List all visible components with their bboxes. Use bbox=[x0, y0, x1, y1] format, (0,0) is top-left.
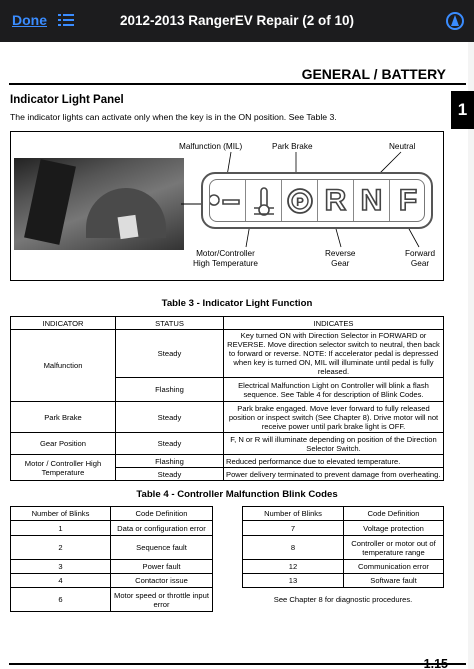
code-definition: Power fault bbox=[111, 560, 213, 574]
forward-indicator: F bbox=[398, 184, 418, 217]
table-row bbox=[11, 455, 444, 468]
table-row bbox=[11, 433, 444, 455]
code-definition: Voltage protection bbox=[344, 521, 444, 536]
blink-count: 6 bbox=[11, 588, 111, 612]
code-definition: Contactor issue bbox=[111, 574, 213, 588]
blink-count: 7 bbox=[243, 521, 344, 536]
indicator-panel-figure bbox=[10, 131, 444, 281]
label-neutral: Neutral bbox=[389, 142, 416, 151]
table-row bbox=[243, 536, 444, 560]
done-button[interactable]: Done bbox=[12, 12, 47, 28]
diagnostic-footnote: See Chapter 8 for diagnostic procedures. bbox=[273, 595, 413, 605]
status-cell: Steady bbox=[116, 402, 224, 433]
neutral-indicator: N bbox=[354, 180, 390, 221]
table-header-row bbox=[243, 507, 444, 521]
code-definition: Software fault bbox=[344, 574, 444, 588]
label-forward: Forward Gear bbox=[405, 249, 436, 268]
status-cell: Steady bbox=[116, 330, 224, 378]
document-title: 2012-2013 RangerEV Repair (2 of 10) bbox=[119, 13, 355, 28]
table-row bbox=[11, 536, 213, 560]
header-status: STATUS bbox=[116, 317, 224, 330]
label-motor-temp: Motor/Controller High Temperature bbox=[193, 249, 258, 268]
description-cell: Electrical Malfunction Light on Controller will blink a flash sequence. See Table 4 for description of Blink Codes. bbox=[224, 378, 444, 402]
code-definition: Motor speed or throttle input error bbox=[111, 588, 213, 612]
description-cell: Key turned ON with Direction Selector in FORWARD or REVERSE. Move direction selector switch to neutral, then back to forward or reverse. NOTE: If accelerator pedal is depressed when key is turned ON, MIL will illuminate until pedal is fully released. bbox=[224, 330, 444, 378]
table-row bbox=[11, 330, 444, 378]
code-definition: Controller or motor out of temperature range bbox=[344, 536, 444, 560]
header-blinks: Number of Blinks bbox=[243, 507, 344, 521]
table-row bbox=[243, 588, 444, 612]
indicator-panel-heading: Indicator Light Panel bbox=[10, 94, 124, 106]
table-row bbox=[243, 560, 444, 574]
header-divider bbox=[9, 83, 466, 85]
status-cell: Flashing bbox=[116, 455, 224, 468]
status-cell: Steady bbox=[116, 468, 224, 481]
description-cell: Reduced performance due to elevated temperature. bbox=[224, 455, 444, 468]
description-cell: Power delivery terminated to prevent damage from overheating. bbox=[224, 468, 444, 481]
indicator-cell: Gear Position bbox=[11, 433, 116, 455]
label-reverse: Reverse Gear bbox=[325, 249, 356, 268]
table-row bbox=[11, 560, 213, 574]
page-edge bbox=[468, 42, 474, 669]
park-brake-icon bbox=[282, 180, 318, 221]
section-title: GENERAL / BATTERY bbox=[301, 66, 446, 82]
blink-codes-table-right bbox=[242, 506, 444, 612]
blink-count: 1 bbox=[11, 521, 111, 536]
blink-count: 13 bbox=[243, 574, 344, 588]
table-row bbox=[11, 574, 213, 588]
description-cell: Park brake engaged. Move lever forward to fully released position or inspect switch (See Chapter 8). Drive motor will not receive power until park brake light is OFF. bbox=[224, 402, 444, 433]
table-header-row bbox=[11, 317, 444, 330]
table-row bbox=[243, 574, 444, 588]
indicator-function-table bbox=[10, 316, 444, 481]
blink-count: 3 bbox=[11, 560, 111, 574]
indicator-cell: Park Brake bbox=[11, 402, 116, 433]
park-letter: P bbox=[295, 195, 305, 209]
label-malfunction: Malfunction (MIL) bbox=[179, 142, 243, 151]
header-definition: Code Definition bbox=[344, 507, 444, 521]
code-definition: Data or configuration error bbox=[111, 521, 213, 536]
table3-caption: Table 3 - Indicator Light Function bbox=[161, 298, 313, 309]
intro-paragraph: The indicator lights can activate only when the key is in the ON position. See Table 3. bbox=[10, 112, 337, 122]
table-row bbox=[11, 402, 444, 433]
description-cell: F, N or R will illuminate depending on position of the Direction Selector Switch. bbox=[224, 433, 444, 455]
blink-count: 2 bbox=[11, 536, 111, 560]
chapter-tab: 1 bbox=[451, 91, 474, 129]
temperature-icon bbox=[246, 180, 282, 221]
blink-codes-table-left bbox=[10, 506, 213, 612]
page-number: 1.15 bbox=[423, 657, 448, 669]
indicator-cell: Malfunction bbox=[11, 330, 116, 402]
header-indicates: INDICATES bbox=[224, 317, 444, 330]
header-definition: Code Definition bbox=[111, 507, 213, 521]
top-navigation-bar bbox=[0, 0, 474, 42]
reverse-indicator: R bbox=[318, 180, 354, 221]
header-blinks: Number of Blinks bbox=[11, 507, 111, 521]
status-cell: Steady bbox=[116, 433, 224, 455]
table-row bbox=[243, 521, 444, 536]
status-cell: Flashing bbox=[116, 378, 224, 402]
table-row bbox=[11, 588, 213, 612]
label-park-brake: Park Brake bbox=[272, 142, 313, 151]
table4-caption: Table 4 - Controller Malfunction Blink Codes bbox=[136, 489, 338, 500]
indicator-light-panel bbox=[201, 172, 433, 229]
wrench-icon bbox=[210, 180, 246, 221]
code-definition: Communication error bbox=[344, 560, 444, 574]
table-header-row bbox=[11, 507, 213, 521]
indicator-cell: Motor / Controller High Temperature bbox=[11, 455, 116, 481]
location-arrow-icon[interactable] bbox=[446, 12, 464, 30]
footer-divider bbox=[9, 663, 466, 665]
code-definition: Sequence fault bbox=[111, 536, 213, 560]
blink-count: 12 bbox=[243, 560, 344, 574]
table-row bbox=[11, 521, 213, 536]
blink-count: 8 bbox=[243, 536, 344, 560]
blink-count: 4 bbox=[11, 574, 111, 588]
header-indicator: INDICATOR bbox=[11, 317, 116, 330]
